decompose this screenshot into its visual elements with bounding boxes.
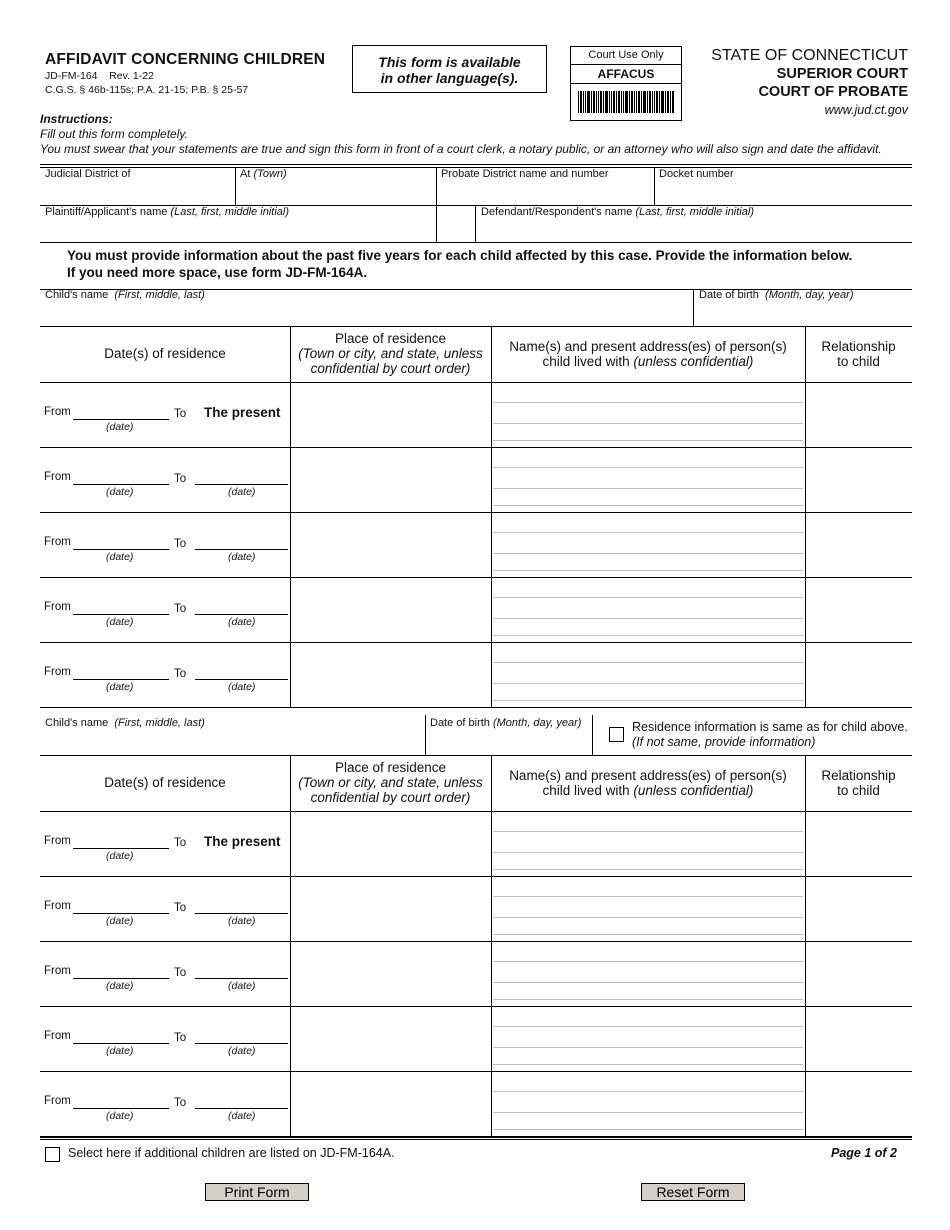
child1-row-from-label: From: [44, 536, 71, 548]
child2-row-names-input[interactable]: [492, 812, 804, 875]
child1-col-names-line2a: child lived with: [542, 354, 630, 369]
child1-row-to-label: To: [174, 473, 187, 485]
child2-col-names-line2a: child lived with: [542, 783, 630, 798]
child1-dob-field[interactable]: [699, 289, 854, 301]
divider: [425, 715, 426, 755]
child1-col-dates: Date(s) of residence: [104, 346, 226, 361]
divider: [40, 326, 912, 327]
child2-row-present: The present: [204, 834, 281, 849]
child2-dob-label: Date of birth: [430, 717, 490, 729]
notice-line-1: You must provide information about the past five years for each child affected by this case. Provide the information below.: [67, 248, 853, 263]
child1-row-from-label: From: [44, 406, 71, 418]
divider: [235, 167, 236, 205]
child2-row-from-date-hint: (date): [106, 850, 134, 862]
defendant-hint: (Last, first, middle initial): [635, 206, 754, 218]
judicial-district-field[interactable]: [45, 168, 131, 180]
child2-row-place-input[interactable]: [291, 812, 490, 875]
website: www.jud.ct.gov: [824, 103, 908, 117]
child1-row-from-label: From: [44, 471, 71, 483]
child2-row-from-date-input[interactable]: [73, 1108, 169, 1109]
defendant-label: Defendant/Respondent's name: [481, 206, 633, 218]
child1-col-names: [491, 339, 805, 369]
notice-line-2: If you need more space, use form JD-FM-164A.: [67, 265, 368, 280]
child2-row-to-label: To: [174, 1032, 187, 1044]
divider: [475, 205, 476, 242]
child1-col-names-line2: [491, 354, 805, 369]
page-number: Page 1 of 2: [831, 1146, 897, 1160]
child2-row-from-label: From: [44, 1030, 71, 1042]
additional-children-label: Select here if additional children are listed on JD-FM-164A.: [68, 1146, 395, 1160]
child1-row-to-date-input[interactable]: [195, 484, 288, 485]
divider: [693, 289, 694, 326]
child1-dob-label: Date of birth: [699, 289, 759, 301]
child1-row-to-label: To: [174, 603, 187, 615]
divider: [40, 707, 912, 708]
divider: [40, 164, 912, 165]
docket-number-field[interactable]: [659, 168, 734, 180]
child2-row-names-input[interactable]: [492, 1072, 804, 1135]
divider: [40, 1139, 912, 1140]
instructions-line-2: You must swear that your statements are true and sign this form in front of a court clerk, a notary public, or an attorney who will also sign and date the affidavit.: [40, 142, 882, 156]
statutes: C.G.S. § 46b-115s; P.A. 21-15; P.B. § 25-57: [45, 84, 249, 96]
divider: [40, 755, 912, 756]
court-heading: [711, 47, 908, 119]
child1-row-from-date-hint: (date): [106, 681, 134, 693]
child1-row-place-input[interactable]: [291, 448, 490, 511]
same-residence-checkbox[interactable]: [609, 727, 624, 742]
child1-row-relationship-input[interactable]: [806, 383, 911, 446]
child2-name-label: Child's name: [45, 717, 109, 729]
additional-children-checkbox[interactable]: [45, 1147, 60, 1162]
same-residence-line-2: (If not same, provide information): [632, 735, 816, 749]
child2-col-rel-line2: to child: [837, 783, 880, 798]
child2-dob-hint: (Month, day, year): [492, 717, 582, 729]
plaintiff-hint: (Last, first, middle initial): [170, 206, 290, 218]
child2-row-to-date-input[interactable]: [195, 978, 288, 979]
child2-row-relationship-input[interactable]: [806, 877, 911, 940]
child2-row-names-input[interactable]: [492, 877, 804, 940]
state-name: STATE OF CONNECTICUT: [711, 47, 908, 64]
child1-row-from-label: From: [44, 666, 71, 678]
child1-row-from-date-hint: (date): [106, 551, 134, 563]
child1-row-present: The present: [204, 405, 281, 420]
child1-col-rel-line2: to child: [837, 354, 880, 369]
child1-col-place-line2: (Town or city, and state, unless: [298, 346, 483, 361]
child1-row-from-date-input[interactable]: [73, 484, 169, 485]
language-availability-link[interactable]: [352, 45, 547, 93]
child1-row-to-date-input[interactable]: [195, 614, 288, 615]
child2-row-place-input[interactable]: [291, 942, 490, 1005]
child2-col-dates: Date(s) of residence: [104, 775, 226, 790]
child2-row-to-date-hint: (date): [228, 1110, 256, 1122]
language-line-1: This form is available: [378, 54, 521, 70]
child1-row-place-input[interactable]: [291, 383, 490, 446]
divider: [654, 167, 655, 205]
child2-col-names-line2: [491, 783, 805, 798]
child2-row-place-input[interactable]: [291, 1072, 490, 1135]
child1-row-to-label: To: [174, 408, 187, 420]
docket-number-label: Docket number: [659, 168, 734, 180]
child2-row-relationship-input[interactable]: [806, 942, 911, 1005]
child2-row-relationship-input[interactable]: [806, 1007, 911, 1070]
child1-row-to-date-hint: (date): [228, 486, 256, 498]
child2-dob-field[interactable]: [430, 717, 581, 729]
child1-row-to-date-hint: (date): [228, 616, 256, 628]
child2-row-names-input[interactable]: [492, 942, 804, 1005]
child1-row-from-date-hint: (date): [106, 421, 134, 433]
child2-col-names-line1: Name(s) and present address(es) of person(s): [509, 768, 787, 783]
child1-row-from-label: From: [44, 601, 71, 613]
child1-row-names-input[interactable]: [492, 383, 804, 446]
child1-row-from-date-input[interactable]: [73, 549, 169, 550]
child2-row-to-label: To: [174, 967, 187, 979]
child1-row-place-input[interactable]: [291, 513, 490, 576]
divider: [40, 1136, 912, 1137]
child2-row-from-label: From: [44, 1095, 71, 1107]
child1-row-to-date-hint: (date): [228, 681, 256, 693]
child2-row-to-date-input[interactable]: [195, 1043, 288, 1044]
child1-row-place-input[interactable]: [291, 578, 490, 641]
child2-row-from-date-hint: (date): [106, 915, 134, 927]
child2-col-names-line2b: (unless confidential): [633, 783, 754, 798]
child2-row-from-label: From: [44, 965, 71, 977]
barcode-icon: [578, 91, 674, 113]
child2-row-from-label: From: [44, 835, 71, 847]
child2-col-place-line1: Place of residence: [334, 760, 447, 775]
court-use-box: [570, 46, 682, 121]
child1-col-place-line1: Place of residence: [334, 331, 447, 346]
plaintiff-name-field[interactable]: [45, 206, 289, 218]
print-form-button[interactable]: Print Form: [205, 1183, 309, 1201]
child2-col-place: [290, 760, 491, 805]
child2-row-place-input[interactable]: [291, 1007, 490, 1070]
child2-name-hint: (First, middle, last): [114, 717, 205, 729]
form-number: JD-FM-164 Rev. 1-22: [45, 70, 154, 82]
child1-name-label: Child's name: [45, 289, 109, 301]
child1-dob-hint: (Month, day, year): [765, 289, 854, 301]
reset-form-button[interactable]: Reset Form: [641, 1183, 745, 1201]
child1-col-place-line3: confidential by court order): [310, 361, 471, 376]
child1-row-from-date-hint: (date): [106, 486, 134, 498]
child2-col-place-line2: (Town or city, and state, unless: [298, 775, 483, 790]
child1-row-relationship-input[interactable]: [806, 643, 911, 706]
child2-row-to-label: To: [174, 1097, 187, 1109]
child2-col-rel-line1: Relationship: [821, 768, 896, 783]
same-residence-text: [632, 720, 908, 750]
child1-row-from-date-hint: (date): [106, 616, 134, 628]
child1-name-field[interactable]: [45, 289, 205, 301]
child2-col-place-line3: confidential by court order): [310, 790, 471, 805]
superior-court: SUPERIOR COURT: [776, 66, 908, 82]
plaintiff-label: Plaintiff/Applicant's name: [45, 206, 168, 218]
child2-row-to-date-hint: (date): [228, 1045, 256, 1057]
defendant-name-field[interactable]: [481, 206, 754, 218]
child2-col-relationship: [805, 768, 912, 798]
child1-row-from-date-input[interactable]: [73, 614, 169, 615]
child1-row-from-date-input[interactable]: [73, 419, 169, 420]
child1-col-names-line2b: (unless confidential): [633, 354, 754, 369]
child1-row-names-input[interactable]: [492, 513, 804, 576]
child1-row-to-label: To: [174, 538, 187, 550]
child2-row-to-date-input[interactable]: [195, 913, 288, 914]
child1-row-names-input[interactable]: [492, 578, 804, 641]
child1-name-hint: (First, middle, last): [114, 289, 205, 301]
child1-col-relationship: [805, 339, 912, 369]
child2-row-relationship-input[interactable]: [806, 1072, 911, 1135]
child1-row-relationship-input[interactable]: [806, 513, 911, 576]
child2-row-to-label: To: [174, 837, 187, 849]
court-use-label: Court Use Only: [571, 47, 681, 65]
child2-row-from-date-hint: (date): [106, 1110, 134, 1122]
court-of-probate: COURT OF PROBATE: [758, 84, 908, 100]
child1-col-names-line1: Name(s) and present address(es) of person(s): [509, 339, 787, 354]
child2-row-place-input[interactable]: [291, 877, 490, 940]
child1-row-to-date-hint: (date): [228, 551, 256, 563]
probate-district-field[interactable]: [441, 168, 609, 180]
instructions-heading: Instructions:: [40, 112, 113, 126]
child1-row-relationship-input[interactable]: [806, 448, 911, 511]
child2-row-to-date-input[interactable]: [195, 1108, 288, 1109]
divider: [592, 715, 593, 755]
child2-row-from-label: From: [44, 900, 71, 912]
notice: [67, 247, 852, 281]
at-label: At: [240, 168, 251, 180]
child2-row-from-date-hint: (date): [106, 1045, 134, 1057]
child1-row-from-date-input[interactable]: [73, 679, 169, 680]
child1-col-place: [290, 331, 491, 376]
same-residence-line-1: Residence information is same as for child above.: [632, 720, 908, 734]
child2-col-names: [491, 768, 805, 798]
child2-row-from-date-input[interactable]: [73, 1043, 169, 1044]
child2-row-to-date-hint: (date): [228, 980, 256, 992]
child2-name-field[interactable]: [45, 717, 205, 729]
instructions: [40, 112, 882, 157]
child2-row-names-input[interactable]: [492, 1007, 804, 1070]
instructions-line-1: Fill out this form completely.: [40, 127, 188, 141]
language-line-2: in other language(s).: [380, 70, 519, 86]
divider: [40, 242, 912, 243]
child2-row-from-date-hint: (date): [106, 980, 134, 992]
child1-col-rel-line1: Relationship: [821, 339, 896, 354]
child1-row-relationship-input[interactable]: [806, 578, 911, 641]
child1-row-place-input[interactable]: [291, 643, 490, 706]
child2-row-from-date-input[interactable]: [73, 848, 169, 849]
child2-row-from-date-input[interactable]: [73, 978, 169, 979]
child1-row-to-date-input[interactable]: [195, 679, 288, 680]
town-field[interactable]: [240, 168, 287, 180]
child1-row-to-label: To: [174, 668, 187, 680]
child2-row-relationship-input[interactable]: [806, 812, 911, 875]
child2-row-to-label: To: [174, 902, 187, 914]
child2-row-from-date-input[interactable]: [73, 913, 169, 914]
child1-row-names-input[interactable]: [492, 643, 804, 706]
child1-row-names-input[interactable]: [492, 448, 804, 511]
probate-district-label: Probate District name and number: [441, 168, 609, 180]
child2-row-to-date-hint: (date): [228, 915, 256, 927]
at-hint: (Town): [253, 168, 287, 180]
child1-row-to-date-input[interactable]: [195, 549, 288, 550]
court-use-code: AFFACUS: [571, 65, 681, 84]
judicial-district-label: Judicial District of: [45, 168, 131, 180]
form-title: AFFIDAVIT CONCERNING CHILDREN: [45, 51, 326, 68]
